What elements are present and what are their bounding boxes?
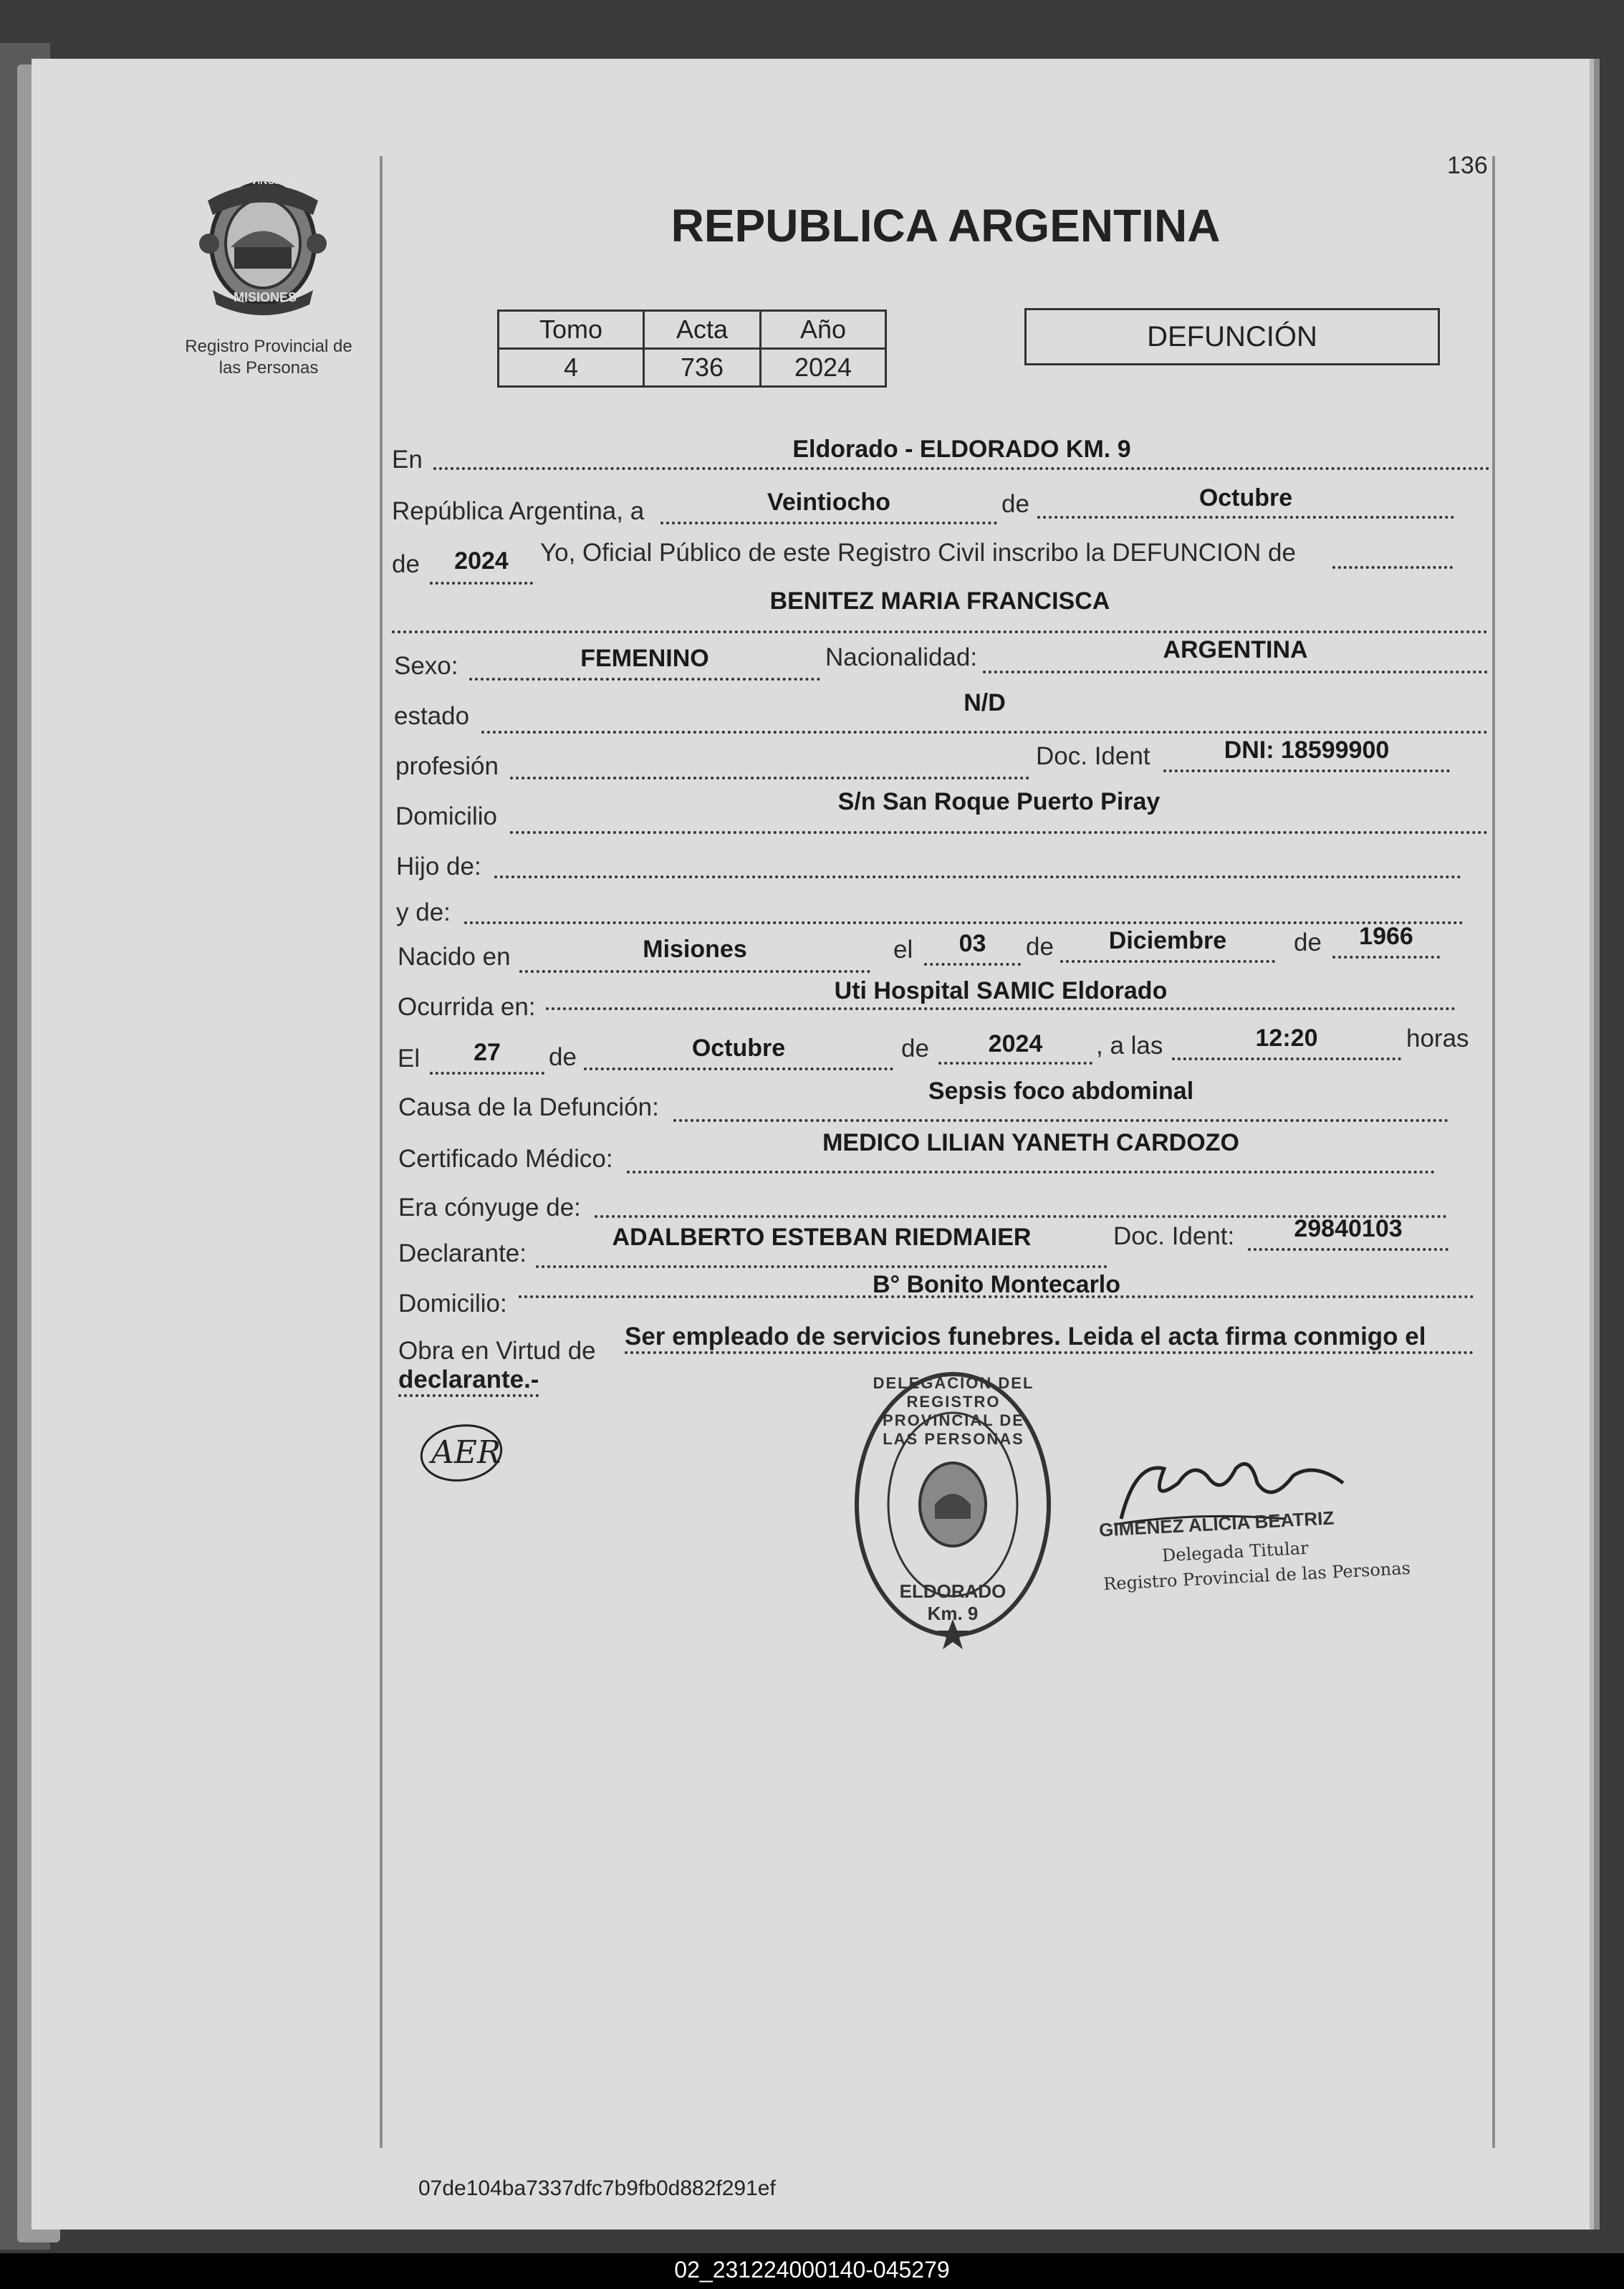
dotted-line: [1163, 769, 1450, 772]
record-type-box: DEFUNCIÓN: [1024, 308, 1440, 365]
value-obra-line1: Ser empleado de servicios funebres. Leida el acta firma conmigo el: [625, 1323, 1474, 1354]
value-obra-line2: declarante.-: [398, 1366, 539, 1397]
value-doc: DNI: 18599900: [1224, 736, 1390, 764]
label-yo: Yo, Oficial Público de este Registro Civil inscribo la DEFUNCION de: [540, 539, 1296, 567]
document-title: REPUBLICA ARGENTINA: [671, 200, 1221, 251]
label-a-las: , a las: [1096, 1032, 1163, 1060]
label-de: de: [392, 550, 420, 578]
dotted-line: [983, 671, 1488, 673]
value-anio: 2024: [454, 547, 509, 575]
label-ocurrida-en: Ocurrida en:: [398, 993, 536, 1021]
label-hijo-de: Hijo de:: [396, 853, 481, 880]
value-hora: 12:20: [1255, 1024, 1318, 1052]
dotted-line: [1172, 1057, 1401, 1060]
label-causa: Causa de la Defunción:: [398, 1093, 659, 1121]
stamp-place: ELDORADO Km. 9: [899, 1580, 1006, 1624]
dotted-line: [924, 963, 1021, 966]
registry-name-line2: las Personas: [218, 358, 319, 378]
page-number: 136: [1447, 152, 1488, 179]
value-sexo: FEMENINO: [580, 645, 709, 672]
dotted-line: [536, 1265, 1108, 1268]
label-declarante: Declarante:: [398, 1239, 527, 1267]
logo-text-bottom: MISIONES: [233, 290, 297, 304]
table-value-acta: 736: [644, 349, 761, 387]
value-nacido-en: Misiones: [643, 936, 747, 963]
value-certificado: MEDICO LILIAN YANETH CARDOZO: [822, 1129, 1239, 1156]
value-def-anio: 2024: [988, 1030, 1043, 1057]
logo-text-top: PROVINCIA DE: [229, 175, 302, 186]
label-doc-ident: Doc. Ident: [1036, 742, 1150, 770]
declarant-initials: [417, 1421, 510, 1487]
label-obra: Obra en Virtud de: [398, 1337, 596, 1365]
value-declarante-doc: 29840103: [1294, 1215, 1403, 1242]
dotted-line: [1060, 960, 1275, 963]
label-de: de: [1001, 490, 1029, 518]
dotted-line: [1332, 566, 1453, 569]
dotted-line: [519, 970, 870, 973]
initials-text: AER: [431, 1434, 501, 1471]
dotted-line: [584, 1067, 893, 1070]
value-nac-dia: 03: [958, 930, 986, 957]
dotted-line: [510, 831, 1488, 834]
dotted-line: [938, 1062, 1092, 1065]
label-certificado: Certificado Médico:: [398, 1145, 613, 1173]
right-margin-rule: [1492, 156, 1495, 2148]
value-mes: Octubre: [1198, 484, 1293, 512]
dotted-line: [1037, 516, 1454, 519]
label-horas: horas: [1406, 1024, 1469, 1052]
dotted-line: [430, 582, 533, 585]
dotted-line: [546, 1007, 1456, 1010]
value-causa: Sepsis foco abdominal: [928, 1078, 1194, 1105]
value-declarante-domicilio: B° Bonito Montecarlo: [872, 1271, 1121, 1298]
signature-name: GIMENEZ ALICIA BEATRIZ: [1098, 1507, 1335, 1541]
value-ocurrida-en: Uti Hospital SAMIC Eldorado: [834, 977, 1168, 1004]
dotted-line: [433, 467, 1490, 470]
left-margin-rule: [380, 156, 383, 2148]
dotted-line: [1332, 956, 1440, 959]
dotted-line: [1248, 1248, 1448, 1251]
value-nac-anio: 1966: [1359, 923, 1413, 950]
footer-code: 02_231224000140-045279: [674, 2257, 950, 2283]
label-domicilio: Domicilio: [395, 802, 497, 830]
label-nacido-en: Nacido en: [398, 943, 511, 971]
label-y-de: y de:: [396, 898, 451, 926]
value-def-mes: Octubre: [691, 1035, 786, 1062]
label-en: En: [392, 446, 423, 474]
register-table: [497, 309, 887, 388]
value-nombre: BENITEZ MARIA FRANCISCA: [769, 587, 1110, 615]
label-de: de: [1294, 928, 1322, 956]
table-header-anio: Año: [761, 311, 886, 349]
label-profesion: profesión: [395, 752, 499, 780]
official-registry-stamp: [845, 1368, 1060, 1655]
signature-org: Registro Provincial de las Personas: [1102, 1558, 1411, 1595]
label-sexo: Sexo:: [394, 652, 458, 680]
label-conyuge: Era cónyuge de:: [398, 1194, 581, 1222]
stamp-text: DELEGACION DEL REGISTRO PROVINCIAL DE LAS PERSONAS: [873, 1374, 1034, 1448]
label-el-cap: El: [398, 1045, 421, 1072]
document-hash: 07de104ba7337dfc7b9fb0d882f291ef: [418, 2177, 776, 2200]
dotted-line: [481, 731, 1488, 734]
dotted-line: [430, 1072, 544, 1075]
dotted-line: [469, 678, 820, 681]
label-de: de: [549, 1043, 577, 1071]
value-domicilio: S/n San Roque Puerto Piray: [837, 788, 1161, 815]
table-header-tomo: Tomo: [499, 311, 644, 349]
dotted-line: [392, 630, 1488, 633]
label-republica: República Argentina, a: [392, 497, 645, 525]
registry-name-line1: Registro Provincial de: [185, 337, 352, 356]
dotted-line: [627, 1171, 1435, 1174]
label-de: de: [1026, 933, 1054, 961]
value-estado: N/D: [964, 689, 1006, 716]
table-value-anio: 2024: [761, 349, 886, 387]
value-nac-mes: Diciembre: [1108, 927, 1227, 954]
table-value-tomo: 4: [499, 349, 644, 387]
label-domicilio-declarante: Domicilio:: [398, 1290, 507, 1318]
label-de: de: [901, 1035, 929, 1062]
label-el: el: [893, 936, 913, 964]
label-doc-ident-declarante: Doc. Ident:: [1113, 1222, 1235, 1250]
label-nacionalidad: Nacionalidad:: [825, 643, 978, 671]
label-estado: estado: [394, 702, 470, 730]
dotted-line: [510, 777, 1029, 779]
dotted-line: [673, 1119, 1448, 1122]
value-dia-letras: Veintiocho: [767, 489, 890, 516]
signature-role: Delegada Titular: [1161, 1537, 1310, 1566]
value-nacionalidad: ARGENTINA: [1163, 636, 1308, 663]
value-lugar: Eldorado - ELDORADO KM. 9: [792, 436, 1131, 463]
table-header-acta: Acta: [644, 311, 761, 349]
dotted-line: [464, 921, 1464, 924]
value-declarante: ADALBERTO ESTEBAN RIEDMAIER: [612, 1224, 1032, 1251]
value-def-dia: 27: [474, 1039, 501, 1066]
dotted-line: [494, 875, 1461, 878]
dotted-line: [660, 522, 997, 524]
